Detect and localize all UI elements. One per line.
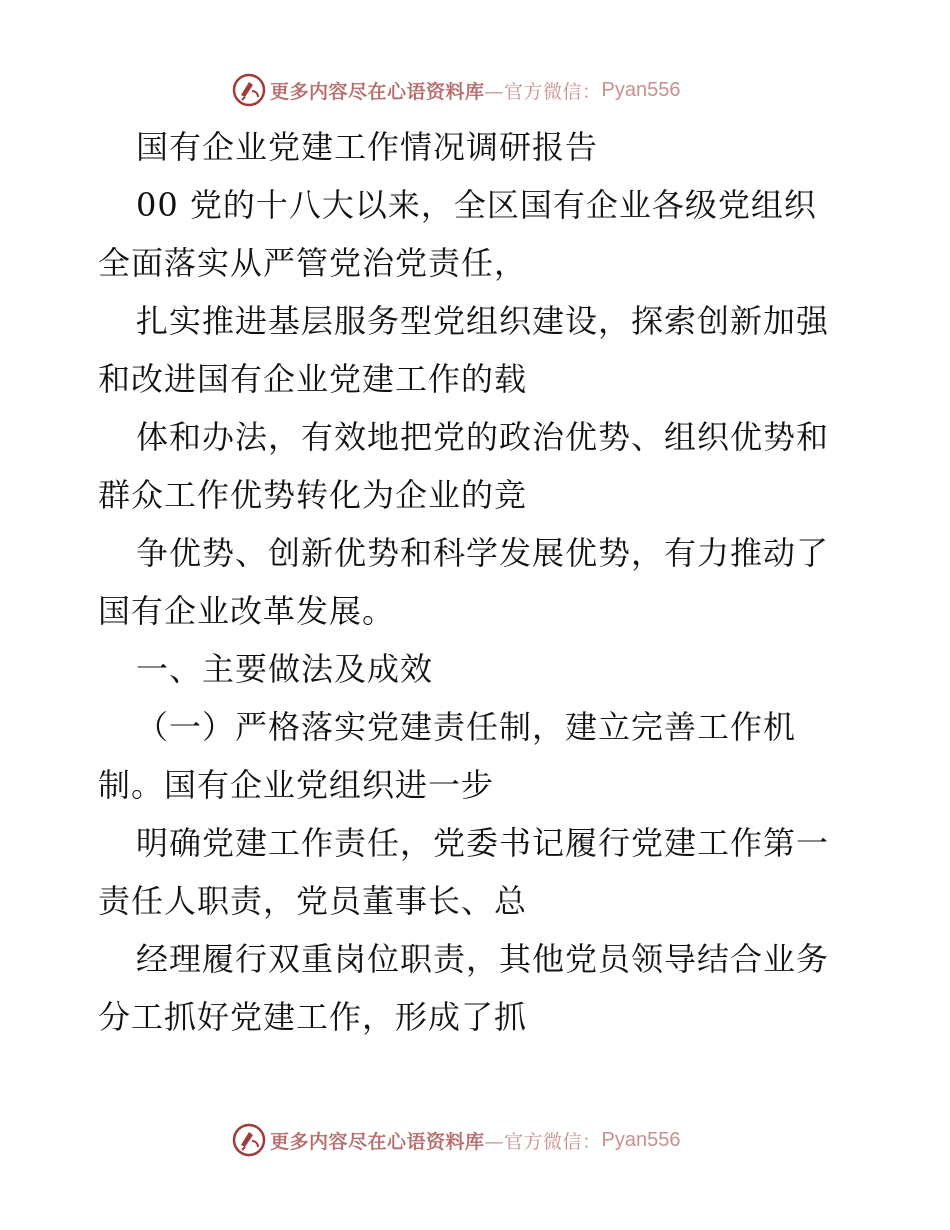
paragraph-line: 经理履行双重岗位职责，其他党员领导结合业务 xyxy=(136,940,830,978)
book-quill-logo-icon xyxy=(232,1123,266,1157)
document-body xyxy=(98,118,858,1046)
book-quill-logo-icon xyxy=(232,73,266,107)
watermark-main-text: 更多内容尽在心语资料库 xyxy=(270,80,485,103)
subsection-heading: （一）严格落实党建责任制，建立完善工作机 xyxy=(136,708,797,746)
paragraph-line: 分工抓好党建工作，形成了抓 xyxy=(98,998,528,1036)
paragraph-line: 和改进国有企业党建工作的载 xyxy=(98,360,528,398)
paragraph-line: 国有企业改革发展。 xyxy=(98,592,396,630)
paragraph-line: 制。国有企业党组织进一步 xyxy=(98,766,495,804)
watermark-main-text: 更多内容尽在心语资料库 xyxy=(270,1130,485,1153)
paragraph-line: 00 党的十八大以来，全区国有企业各级党组织 xyxy=(136,186,817,224)
watermark-sub-text: —官方微信： xyxy=(484,80,602,103)
paragraph-line: 全面落实从严管党治党责任， xyxy=(98,244,528,282)
paragraph-line: 群众工作优势转化为企业的竞 xyxy=(98,476,528,514)
watermark-wechat-id: Pyan556 xyxy=(601,78,681,101)
paragraph-line: 争优势、创新优势和科学发展优势，有力推动了 xyxy=(136,534,830,572)
paragraph-line: 明确党建工作责任，党委书记履行党建工作第一 xyxy=(136,824,830,862)
paragraph-line: 责任人职责，党员董事长、总 xyxy=(98,882,528,920)
footer-watermark xyxy=(232,1123,681,1157)
paragraph-line: 扎实推进基层服务型党组织建设，探索创新加强 xyxy=(136,302,830,340)
document-title: 国有企业党建工作情况调研报告 xyxy=(136,128,599,166)
header-watermark xyxy=(232,73,681,107)
paragraph-line: 体和办法，有效地把党的政治优势、组织优势和 xyxy=(136,418,830,456)
watermark-sub-text: —官方微信： xyxy=(484,1130,602,1153)
watermark-wechat-id: Pyan556 xyxy=(601,1128,681,1151)
section-heading: 一、主要做法及成效 xyxy=(136,650,434,688)
